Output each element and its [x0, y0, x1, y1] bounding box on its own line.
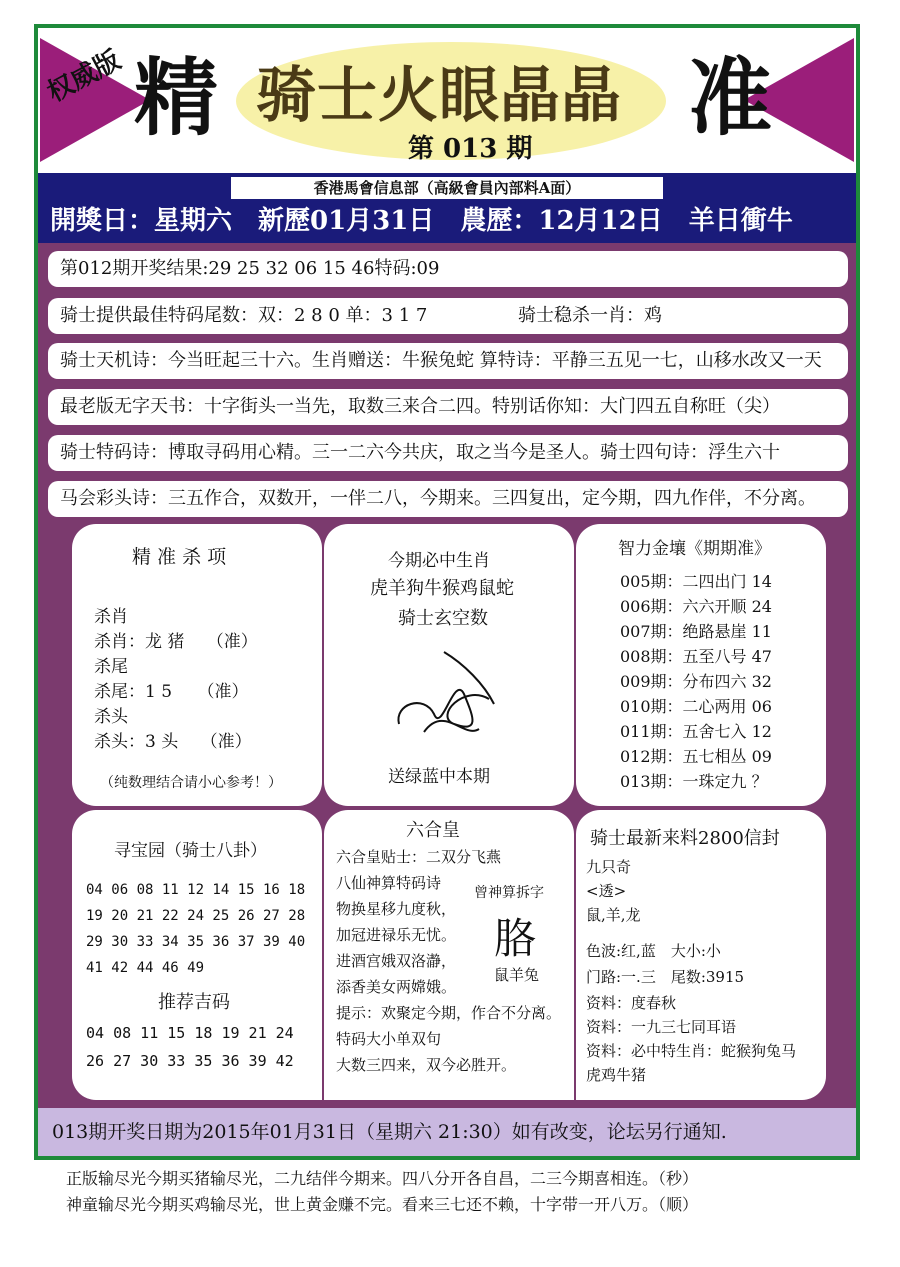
wisdom-item: 012期：五七相丛 09 [620, 747, 772, 766]
poem-row-4: 马会彩头诗：三五作合，双数开，一伴二八，今期来。三四复出，定今期，四九作伴，不分离。 [48, 481, 848, 517]
latest-title: 骑士最新来料2800信封 [590, 828, 780, 849]
bottom-verse-2: 神童输尽光今期买鸡输尽光，世上黄金赚不完。看来三七还不赖，十字带一开八万。（顺） [66, 1195, 699, 1214]
treasure-title: 寻宝园（骑士八卦） [114, 841, 267, 861]
treasure-number-row: 41 42 44 46 49 [86, 960, 205, 976]
green-blue-tip: 送绿蓝中本期 [388, 767, 490, 787]
kill-box-title: 精 准 杀 项 [132, 546, 227, 568]
poster-frame [34, 24, 860, 1160]
liuhe-poem-line: 进酒宫娥双洛瀞， [336, 952, 457, 970]
split-char-answer: 鼠羊兔 [494, 966, 540, 984]
treasure-number-row: 19 20 21 22 24 25 26 27 28 [86, 908, 306, 924]
poem-row-3: 骑士特码诗：博取寻码用心精。三一二六今共庆，取之当今是圣人。骑士四句诗：浮生六十 [48, 435, 848, 471]
split-char-label: 曾神算拆字 [474, 885, 544, 901]
poster-header [38, 28, 856, 173]
latest-line: 门路:一.三 尾数:3915 [586, 968, 745, 986]
latest-line: <透> [586, 882, 627, 900]
recommend-number-row: 04 08 11 15 18 19 21 24 [86, 1024, 294, 1042]
latest-line: 九只奇 [586, 858, 632, 876]
liuhe-hint: 提示：欢聚定今期，作合不分离。 [336, 1004, 562, 1022]
latest-line: 资料：必中特生肖：蛇猴狗兔马 [586, 1042, 797, 1060]
liuhe-tip: 六合皇贴士：二双分飞燕 [336, 848, 502, 866]
wisdom-box [576, 524, 826, 806]
kill-head-value: 杀头：3 头 （准） [94, 732, 252, 752]
mystic-number-label: 骑士玄空数 [398, 608, 488, 629]
treasure-box [72, 810, 322, 1100]
latest-line: 鼠,羊,龙 [586, 906, 641, 924]
kill-one-zodiac-text: 骑士稳杀一肖：鸡 [518, 305, 662, 326]
tail-number-row [48, 298, 848, 334]
wisdom-item: 013期：一珠定九 ？ [620, 772, 768, 791]
zodiac-box [324, 524, 574, 806]
draw-notice-bar: 013期开奖日期为2015年01月31日（星期六 21:30）如有改变，论坛另行通知. [38, 1108, 856, 1156]
kill-tail-value: 杀尾：1 5 （准） [94, 682, 249, 702]
wisdom-item: 006期：六六开顺 24 [620, 597, 772, 616]
previous-result-row: 第012期开奖结果:29 25 32 06 15 46特码:09 [48, 251, 848, 287]
liuhe-title: 六合皇 [406, 820, 460, 841]
poem-row-2: 最老版无字天书：十字街头一当先，取数三来合二四。特别话你知：大门四五自称旺（尖） [48, 389, 848, 425]
kill-zodiac-value: 杀肖：龙 猪 （准） [94, 632, 258, 652]
recommend-title: 推荐吉码 [158, 992, 230, 1013]
header-char-right: 准 [688, 48, 773, 147]
liuhe-poem-title: 八仙神算特码诗 [336, 874, 442, 892]
latest-line: 色波:红,蓝 大小:小 [586, 942, 721, 960]
zodiac-heading: 今期必中生肖 [388, 551, 490, 571]
zodiac-list: 虎羊狗牛猴鸡鼠蛇 [370, 578, 514, 599]
kill-items-box [72, 524, 322, 806]
latest-materials-box [576, 810, 826, 1100]
liuhe-box [324, 810, 574, 1100]
kill-head-label: 杀头 [94, 707, 128, 727]
page-title: 骑士火眼晶晶 [256, 61, 622, 131]
liuhe-poem-line: 加冠进禄乐无忧。 [336, 926, 457, 944]
kill-box-note: （纯数理结合请小心参考！） [100, 775, 282, 791]
split-char-big: 胳 [494, 914, 537, 963]
wisdom-item: 010期：二心两用 06 [620, 697, 772, 716]
liuhe-size-title: 特码大小单双句 [336, 1030, 442, 1048]
liuhe-poem-line: 物换星移九度秋， [336, 900, 457, 918]
wisdom-item: 008期：五至八号 47 [620, 647, 772, 666]
wisdom-item: 011期：五舍七入 12 [620, 722, 772, 741]
header-char-left: 精 [134, 48, 219, 147]
issue-number: 第 013 期 [408, 134, 533, 164]
kill-zodiac-label: 杀肖 [94, 607, 128, 627]
recommend-number-row: 26 27 30 33 35 36 39 42 [86, 1052, 294, 1070]
kill-tail-label: 杀尾 [94, 657, 128, 677]
liuhe-size-line: 大数三四来，双今必胜开。 [336, 1056, 517, 1074]
bottom-verse-1: 正版输尽光今期买猪输尽光，二九结伴今期来。四八分开各自昌，二三今期喜相连。（秒） [66, 1169, 699, 1188]
signature-scribble [394, 644, 504, 744]
draw-date-line: 開獎日：星期六 新歷01月31日 農歷：12月12日 羊日衝牛 [50, 206, 793, 236]
source-subtitle: 香港馬會信息部（高級會員內部料A面） [231, 177, 663, 199]
wisdom-title: 智力金壤《期期准》 [618, 539, 771, 559]
poem-row-1: 骑士天机诗：今当旺起三十六。生肖赠送：牛猴兔蛇 算特诗：平静三五见一七，山移水改又一天 [48, 343, 848, 379]
treasure-number-row: 29 30 33 34 35 36 37 39 40 [86, 934, 306, 950]
edition-badge: 权威版 [42, 45, 126, 109]
latest-line: 虎鸡牛猪 [586, 1066, 647, 1084]
wisdom-item: 007期：绝路悬崖 11 [620, 622, 772, 641]
tail-number-text: 骑士提供最佳特码尾数：双：2 8 0 单：3 1 7 [60, 305, 428, 326]
treasure-number-row: 04 06 08 11 12 14 15 16 18 [86, 882, 306, 898]
latest-line: 资料：度春秋 [586, 994, 677, 1012]
latest-line: 资料：一九三七同耳语 [586, 1018, 737, 1036]
wisdom-item: 005期：二四出门 14 [620, 572, 772, 591]
liuhe-poem-line: 添香美女两嫦娥。 [336, 978, 457, 996]
draw-date-banner [38, 173, 856, 243]
wisdom-item: 009期：分布四六 32 [620, 672, 772, 691]
